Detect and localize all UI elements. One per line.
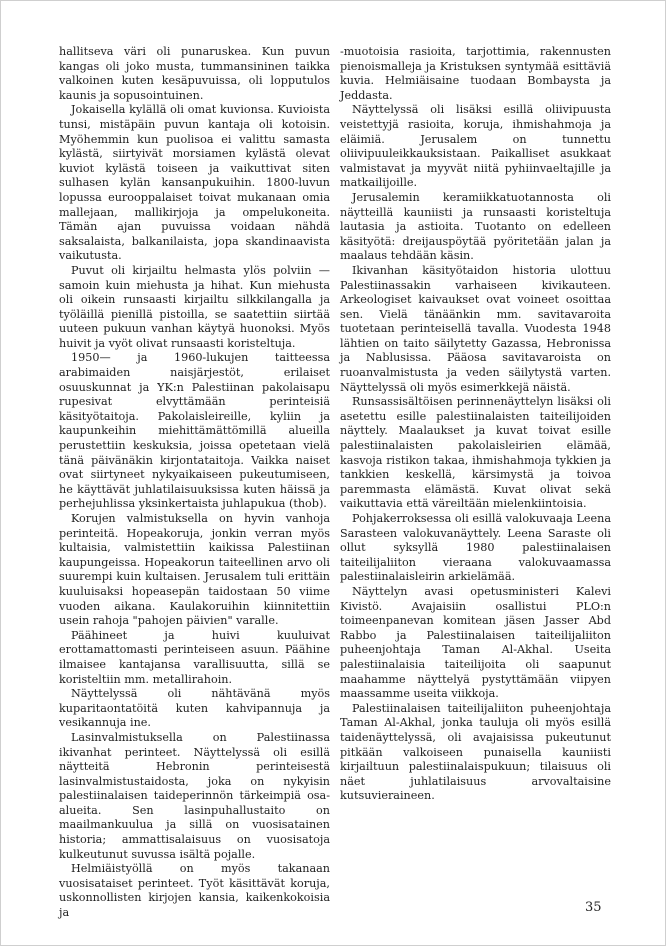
- paragraph: Jokaisella kylällä oli omat kuvionsa. Kuvioista tunsi, mistäpäin puvun kantaja oli kotoisin. Myöhemmin kun puolisoa ei valittu samasta kylästä, siirtyivät morsiamen kylästä olevat kuviot kylästä toiseen ja vaikuttivat siten sulhasen kylän kansanpukuihin. 1800-luvun lopussa eurooppalaiset toivat mukanaan omia mallejaan, mallikirjoja ja ompelukoneita. Tämän ajan puvuissa voidaan nähdä saksalaista, balkanilaista, jopa skandinaavista vaikutusta.: [59, 103, 330, 263]
- paragraph: Puvut oli kirjailtu helmasta ylös polviin — samoin kuin miehusta ja hihat. Kun miehusta oli oikein runsaasti kirjailtu silkkilangalla ja työläillä pienillä pistoilla, se saatettiin siirtää uuteen pukuun vanhan käytyä huonoksi. Myös huivit ja vyöt olivat runsaasti koristeltuja.: [59, 263, 330, 350]
- paragraph: hallitseva väri oli punaruskea. Kun puvun kangas oli joko musta, tummansininen taikka valkoinen kuten kesäpuvuissa, oli lopputulos kaunis ja sopusointuinen.: [59, 45, 330, 102]
- paragraph: Päähineet ja huivi kuuluivat erottamattomasti perinteiseen asuun. Päähine ilmaisee kantajansa varallisuutta, sillä se koristeltiin mm. metallirahoin.: [59, 628, 330, 686]
- paragraph: 1950— ja 1960-lukujen taitteessa arabimaiden naisjärjestöt, erilaiset osuuskunnat ja YK:n Palestiinan pakolaisapu rupesivat elvyttämään perinteisiä käsityötaitoja. Pakolaisleireille, kyliin ja kaupunkeihin miehittämättömillä alueilla perustettiin keskuksia, joissa opetetaan vielä tänä päivänäkin kirjontataitoja. Vaikka naiset ovat siirtyneet nykyaikaiseen pukeutumiseen, he käyttävät juhlatilaisuuksissa kuten häissä ja perhejuhlissa yksinkertaista juhlapukua (thob).: [59, 351, 330, 511]
- paragraph: Näyttelyn avasi opetusministeri Kalevi Kivistö. Avajaisiin osallistui PLO:n toimeenpanevan komitean jäsen Jasser Abd Rabbo ja Palestiinalaisen taiteilijaliiton puheenjohtaja Taman Al-Akhal. Useita palestiinalaisia taiteilijoita oli saapunut maahamme näyttelyä pystyttämään viipyen maassamme useita viikkoja.: [340, 584, 611, 701]
- paragraph: Palestiinalaisen taiteilijaliiton puheenjohtaja Taman Al-Akhal, jonka tauluja oli myös esillä taidenäyttelyssä, oli avajaisissa pukeutunut pitkään valkoiseen punaisella kauniisti kirjailtuun palestiinalaispukuun; tilaisuus oli näet juhlatilaisuus arvovaltaisine kutsuvieraineen.: [340, 701, 611, 803]
- paragraph: Ikivanhan käsityötaidon historia ulottuu Palestiinassakin varhaiseen kivikauteen. Arkeologiset kaivaukset ovat voineet osoittaa sen. Vielä tänäänkin mm. savitavaroita tuotetaan perinteisellä tavalla. Vuodesta 1948 lähtien on taito säilytetty Gazassa, Hebronissa ja Nablusissa. Pääosa savitavaroista on ruoanvalmistusta ja veden säilytystä varten. Näyttelyssä oli myös esimerkkejä näistä.: [340, 263, 611, 394]
- right-text-column: [340, 45, 611, 804]
- paragraph: Korujen valmistuksella on hyvin vanhoja perinteitä. Hopeakoruja, jonkin verran myös kultaisia, valmistettiin kaikissa Palestiinan kaupungeissa. Hopeakorun taiteellinen arvo oli suurempi kuin kultaisen. Jerusalem tuli erittäin kuuluisaksi hopeasepän taidostaan 50 viime vuoden aikana. Kaulakoruihin kiinnitettiin usein rahoja "pahojen päivien" varalle.: [59, 512, 330, 628]
- page-number: 35: [585, 900, 602, 915]
- paragraph: Lasinvalmistuksella on Palestiinassa ikivanhat perinteet. Näyttelyssä oli esillä näytteitä Hebronin perinteisestä lasinvalmistustaidosta, joka on nykyisin palestiinalaisen taideperinnön tärkeimpiä osa-alueita. Sen lasinpuhallustaito on maailmankuulua ja sillä on vuosisatainen historia; ammattisalaisuus on vuosisatoja kulkeutunut suvussa isältä pojalle.: [59, 730, 330, 861]
- paragraph: Jerusalemin keramiikkatuotannosta oli näytteillä kauniisti ja runsaasti koristeltuja lautasia ja astioita. Tuotanto on edelleen käsityötä: dreijauspöytää pyöritetään jalan ja maalaus tehdään käsin.: [340, 190, 611, 263]
- paragraph: Näyttelyssä oli lisäksi esillä oliivipuusta veistettyjä rasioita, koruja, ihmishahmoja ja eläimiä. Jerusalem on tunnettu oliivipuuleikkauksistaan. Paikalliset asukkaat valmistavat ja myyvät niitä pyhiinvaeltajille ja matkailijoille.: [340, 103, 611, 190]
- paragraph: -muotoisia rasioita, tarjottimia, rakennusten pienoismalleja ja Kristuksen syntymää esittäviä kuvia. Helmiäisaine tuodaan Bombaysta ja Jeddasta.: [340, 45, 611, 102]
- paragraph: Pohjakerroksessa oli esillä valokuvaaja Leena Sarasteen valokuvanäyttely. Leena Saraste oli ollut syksyllä 1980 palestiinalaisen taiteilijaliiton vieraana valokuvaamassa palestiinalaisleirin arkielämää.: [340, 512, 611, 584]
- paragraph: Runsassisältöisen perinnenäyttelyn lisäksi oli asetettu esille palestiinalaisten taiteilijoiden näyttely. Maalaukset ja kuvat toivat esille palestiinalaisten pakolaisleirien elämää, kasvoja ristikon takaa, ihmishahmoja tykkien ja tankkien keskellä, kärsimystä ja toivoa paremmasta elämästä. Kuvat olivat sekä vaikuttavia että väreiltään mielenkiintoisia.: [340, 395, 611, 511]
- paragraph: Helmiäistyöllä on myös takanaan vuosisataiset perinteet. Työt käsittävät koruja, uskonnollisten kirjojen kansia, kaikenkokoisia ja: [59, 862, 330, 920]
- left-text-column: [59, 45, 330, 921]
- paragraph: Näyttelyssä oli nähtävänä myös kuparitaontatöitä kuten kahvipannuja ja vesikannuja ine.: [59, 687, 330, 730]
